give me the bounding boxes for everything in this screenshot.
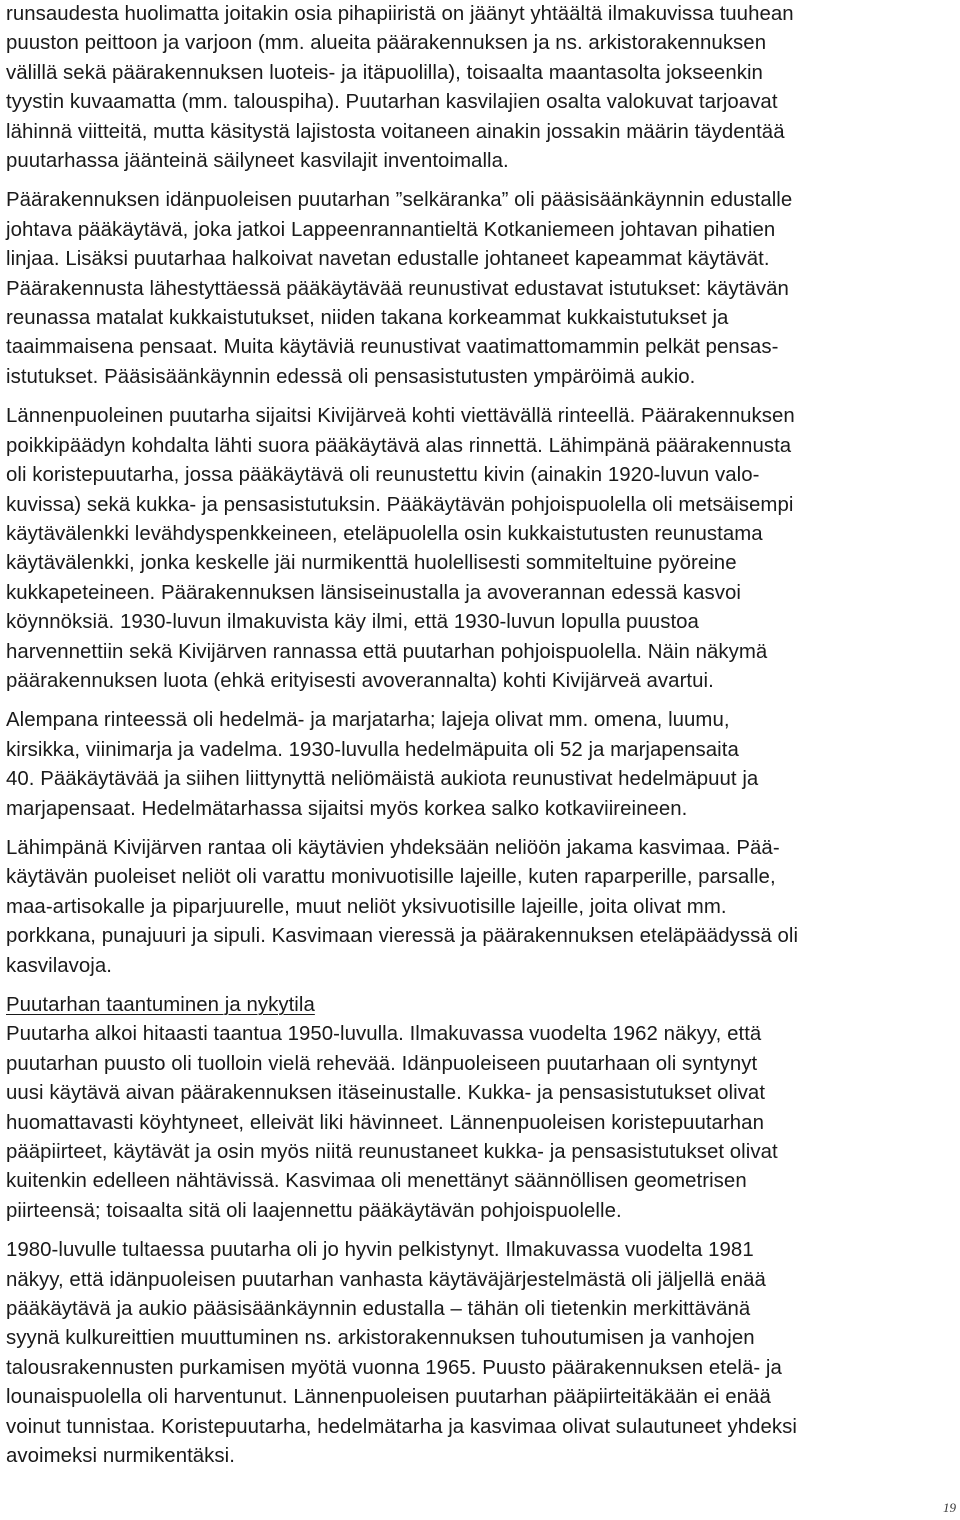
text-line: kukkapeteineen. Päärakennuksen länsiseinustalla ja avoverannan edessä kasvoi <box>6 581 741 604</box>
page-number: 19 <box>943 1500 956 1515</box>
text-line: lounaispuolella oli harventunut. Lännenpuoleisen puutarhan pääpiirteitäkään ei enää <box>6 1386 771 1409</box>
text-line: voinut tunnistaa. Koristepuutarha, hedelmätarha ja kasvimaa olivat sulautuneet yhdeksi <box>6 1415 797 1438</box>
text-line: päärakennuksen luota (ehkä erityisesti avoverannalta) kohti Kivijärveä avartui. <box>6 669 714 692</box>
text-line: Lännenpuoleinen puutarha sijaitsi Kivijärveä kohti viettävällä rinteellä. Päärakennuksen <box>6 405 795 428</box>
text-line: puuston peittoon ja varjoon (mm. alueita päärakennuksen ja ns. arkistorakennuksen <box>6 32 767 55</box>
paragraph <box>6 706 954 824</box>
text-line: pääpiirteet, käytävät ja osin myös niitä reunustaneet kukka- ja pensasistutukset olivat <box>6 1141 778 1164</box>
text-line: huomattavasti köyhtyneet, elleivät liki hävinneet. Lännenpuoleisen koristepuutarhan <box>6 1111 764 1134</box>
paragraph <box>6 402 954 696</box>
text-line: poikkipäädyn kohdalta lähti suora pääkäytävä alas rinnettä. Lähimpänä päärakennusta <box>6 434 792 457</box>
text-line: avoimeksi nurmikentäksi. <box>6 1445 235 1468</box>
text-line: Päärakennuksen idänpuoleisen puutarhan ”selkäranka” oli pääsisäänkäynnin edustalle <box>6 189 793 212</box>
text-line: harvennettiin sekä Kivijärven rannassa että puutarhan pohjoispuolella. Näin näkymä <box>6 640 768 663</box>
text-line: taaimmaisena pensaat. Muita käytäviä reunustivat vaatimattomammin pelkät pensas- <box>6 336 779 359</box>
text-line: Puutarha alkoi hitaasti taantua 1950-luvulla. Ilmakuvassa vuodelta 1962 näkyy, että <box>6 1023 762 1046</box>
text-line: Alempana rinteessä oli hedelmä- ja marjatarha; lajeja olivat mm. omena, luumu, <box>6 709 730 732</box>
text-line: linjaa. Lisäksi puutarhaa halkoivat navetan edustalle johtaneet kapeammat käytävät. <box>6 248 770 271</box>
text-line: oli koristepuutarha, jossa pääkäytävä oli reunustettu kivin (ainakin 1920-luvun valo- <box>6 464 760 487</box>
text-line: köynnöksiä. 1930-luvun ilmakuvista käy ilmi, että 1930-luvun lopulla puustoa <box>6 611 699 634</box>
text-line: käytävälenkki, jonka keskelle jäi nurmikenttä huolellisesti sommiteltuine pyöreine <box>6 552 737 575</box>
section-heading: Puutarhan taantuminen ja nykytila <box>6 994 315 1016</box>
text-line: reunassa matalat kukkaistutukset, niiden takana korkeammat kukkaistutukset ja <box>6 307 729 330</box>
paragraph <box>6 0 954 176</box>
text-line: talousrakennusten purkamisen myötä vuonna 1965. Puusto päärakennuksen etelä- ja <box>6 1356 782 1379</box>
text-line: Päärakennusta lähestyttäessä pääkäytävää reunustivat edustavat istutukset: käytävän <box>6 277 789 300</box>
text-line: kirsikka, viinimarja ja vadelma. 1930-luvulla hedelmäpuita oli 52 ja marjapensaita <box>6 738 739 761</box>
paragraph <box>6 834 954 981</box>
text-line: porkkana, punajuuri ja sipuli. Kasvimaan vieressä ja päärakennuksen eteläpäädyssä oli <box>6 925 799 948</box>
text-line: Lähimpänä Kivijärven rantaa oli käytävien yhdeksään neliöön jakama kasvimaa. Pää- <box>6 836 780 859</box>
text-line: syynä kulkureittien muuttuminen ns. arkistorakennuksen tuhoutumisen ja vanhojen <box>6 1327 755 1350</box>
text-line: kasvilavoja. <box>6 954 112 977</box>
text-line: istutukset. Pääsisäänkäynnin edessä oli pensasistutusten ympäröimä aukio. <box>6 365 696 388</box>
text-line: runsaudesta huolimatta joitakin osia pihapiiristä on jäänyt yhtäältä ilmakuvissa tuuhean <box>6 3 794 25</box>
text-line: 40. Pääkäytävää ja siihen liittynyttä neliömäistä aukiota reunustivat hedelmäpuut ja <box>6 768 759 791</box>
text-line: johtava pääkäytävä, joka jatkoi Lappeenrannantieltä Kotkaniemeen johtavan pihatien <box>6 218 776 241</box>
text-line: marjapensaat. Hedelmätarhassa sijaitsi myös korkea salko kotkaviireineen. <box>6 797 688 820</box>
paragraph <box>6 1020 954 1226</box>
text-line: näkyy, että idänpuoleisen puutarhan vanhasta käytäväjärjestelmästä oli jäljellä enää <box>6 1268 766 1291</box>
paragraph <box>6 186 954 392</box>
text-line: käytävälenkki levähdyspenkkeineen, eteläpuolella osin kukkaistutusten reunustama <box>6 522 763 545</box>
text-line: lähinnä viitteitä, mutta käsitystä lajistosta voitaneen ainakin jossakin määrin täydentää <box>6 120 785 143</box>
text-line: kuitenkin edelleen nähtävissä. Kasvimaa oli menettänyt säännöllisen geometrisen <box>6 1170 747 1193</box>
text-line: uusi käytävä aivan päärakennuksen itäseinustalle. Kukka- ja pensasistutukset olivat <box>6 1082 766 1105</box>
text-line: maa-artisokalle ja piparjuurelle, muut neliöt yksivuotisille lajeille, joita olivat mm. <box>6 895 727 918</box>
text-line: kuvissa) sekä kukka- ja pensasistutuksin. Pääkäytävän pohjoispuolella oli metsäisempi <box>6 493 794 516</box>
text-line: tyystin kuvaamatta (mm. talouspiha). Puutarhan kasvilajien osalta valokuvat tarjoavat <box>6 91 778 114</box>
text-line: 1980-luvulle tultaessa puutarha oli jo hyvin pelkistynyt. Ilmakuvassa vuodelta 1981 <box>6 1239 754 1262</box>
text-line: piirteensä; toisaalta sitä oli laajennettu pääkäytävän pohjoispuolelle. <box>6 1199 622 1222</box>
text-line: puutarhassa jäänteinä säilyneet kasvilajit inventoimalla. <box>6 150 509 173</box>
text-line: välillä sekä päärakennuksen luoteis- ja itäpuolilla), toisaalta maantasolta jokseenkin <box>6 61 763 84</box>
paragraph <box>6 1236 954 1471</box>
text-line: käytävän puoleiset neliöt oli varattu monivuotisille lajeille, kuten raparperille, parsalle, <box>6 866 776 889</box>
document-body <box>6 0 954 1482</box>
section-nykytila <box>6 991 954 1472</box>
text-line: puutarhan puusto oli tuolloin vielä rehevää. Idänpuoleiseen puutarhaan oli syntynyt <box>6 1052 758 1075</box>
text-line: pääkäytävä ja aukio pääsisäänkäynnin edustalla – tähän oli tietenkin merkittävänä <box>6 1298 751 1321</box>
